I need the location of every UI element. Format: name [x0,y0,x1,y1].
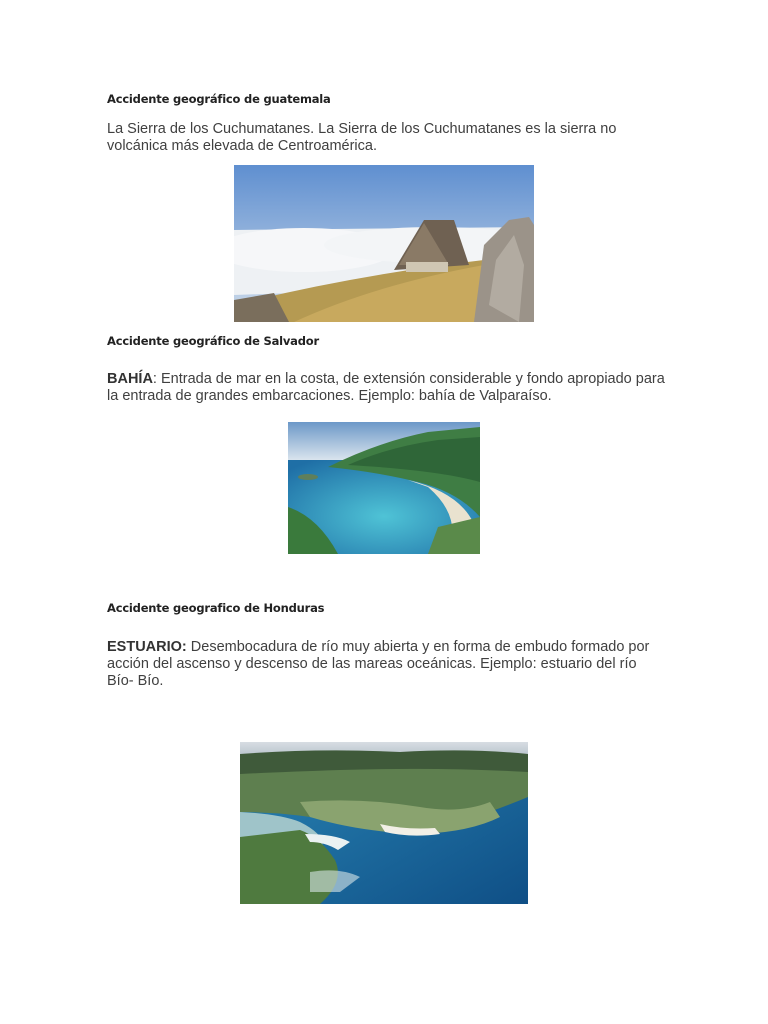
photo-bahia [288,422,480,554]
bahia-definition: : Entrada de mar en la costa, de extensión considerable y fondo apropiado para la entrada de grandes embarcaciones. Ejemplo: bahía de Valparaíso. [107,371,665,404]
photo-estuario [240,742,528,904]
paragraph-estuario [107,639,667,690]
term-estuario: ESTUARIO: [107,639,187,655]
paragraph-bahia [107,371,667,405]
term-bahia: BAHÍA [107,371,153,387]
paragraph-sierra: La Sierra de los Cuchumatanes. La Sierra de los Cuchumatanes es la sierra no volcánica más elevada de Centroamérica. [107,121,617,154]
photo-sierra-cuchumatanes [234,165,534,322]
heading-guatemala: Accidente geográfico de guatemala [107,92,331,106]
heading-salvador: Accidente geográfico de Salvador [107,334,319,348]
estuario-definition: Desembocadura de río muy abierta y en forma de embudo formado por acción del ascenso y descenso de las mareas oceánicas. Ejemplo: estuario del río Bío- Bío. [107,639,650,689]
heading-honduras: Accidente geografico de Honduras [107,601,325,615]
